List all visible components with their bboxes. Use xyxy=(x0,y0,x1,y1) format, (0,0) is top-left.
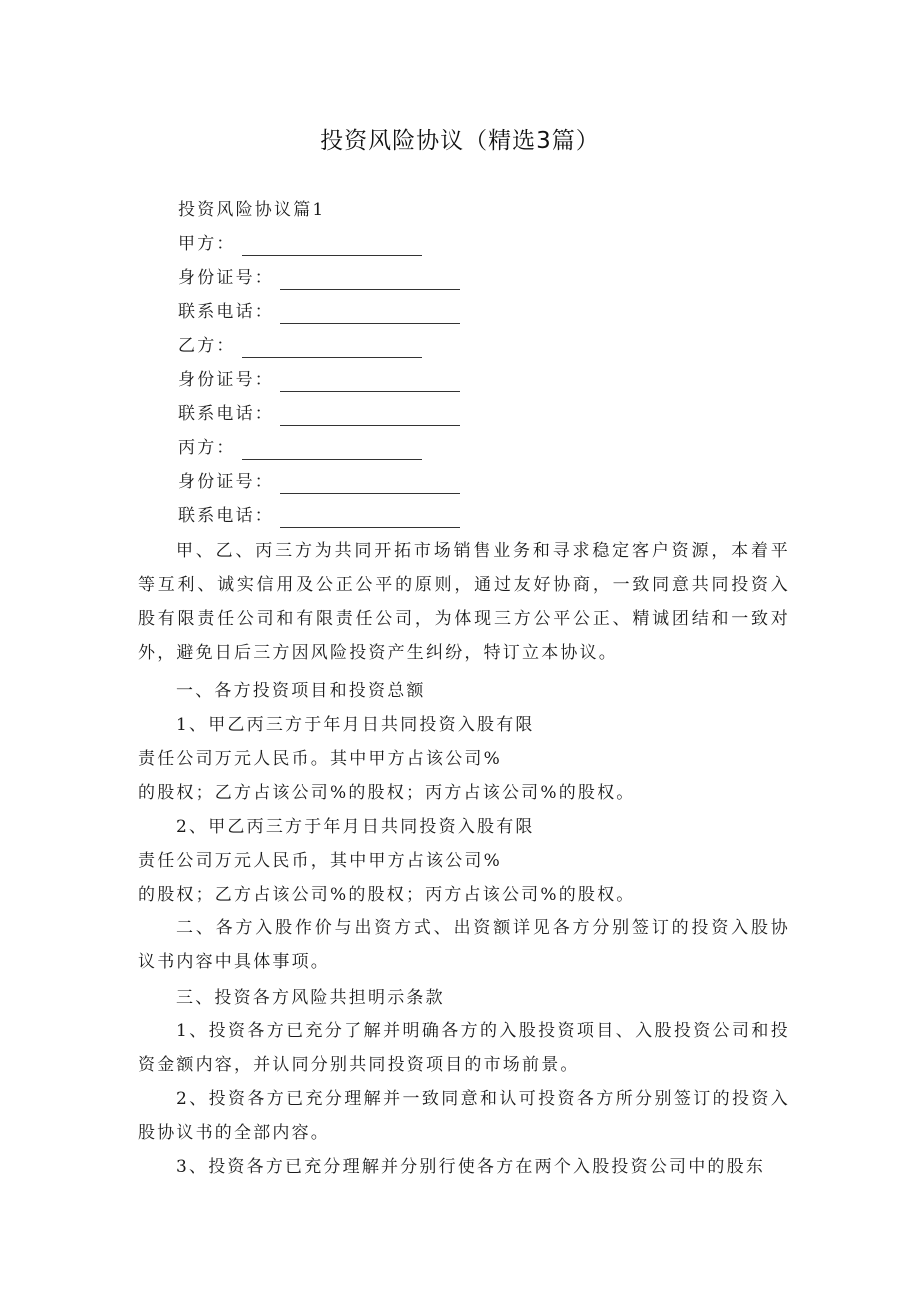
blank-line[interactable] xyxy=(280,476,460,494)
field-id-a xyxy=(178,266,460,290)
section-heading: 投资风险协议篇1 xyxy=(178,200,326,220)
blank-line[interactable] xyxy=(280,374,460,392)
field-phone-b xyxy=(178,402,460,426)
item1-line3: 的股权；乙方占该公司%的股权；丙方占该公司%的股权。 xyxy=(138,783,636,803)
field-id-c xyxy=(178,470,460,494)
section-two-paragraph: 二、各方入股作价与出资方式、出资额详见各方分别签订的投资入股协议书内容中具体事项。 xyxy=(138,918,790,972)
section-one-heading: 一、各方投资项目和投资总额 xyxy=(176,681,426,701)
item2-line2: 责任公司万元人民币，其中甲方占该公司% xyxy=(138,851,502,871)
field-label: 联系电话： xyxy=(178,302,274,322)
blank-line[interactable] xyxy=(280,306,460,324)
blank-line[interactable] xyxy=(242,238,422,256)
field-label: 甲方： xyxy=(178,234,236,254)
blank-line[interactable] xyxy=(280,272,460,290)
field-phone-a xyxy=(178,300,460,324)
blank-line[interactable] xyxy=(280,408,460,426)
blank-line[interactable] xyxy=(242,442,422,460)
blank-line[interactable] xyxy=(280,510,460,528)
item1-line2: 责任公司万元人民币。其中甲方占该公司% xyxy=(138,749,502,769)
field-label: 乙方： xyxy=(178,336,236,356)
field-label: 联系电话： xyxy=(178,506,274,526)
section-three-heading: 三、投资各方风险共担明示条款 xyxy=(176,988,445,1008)
clause-2: 2、投资各方已充分理解并一致同意和认可投资各方所分别签订的投资入股协议书的全部内容。 xyxy=(138,1089,790,1143)
blank-line[interactable] xyxy=(242,340,422,358)
field-phone-c xyxy=(178,504,460,528)
field-party-c xyxy=(178,436,422,460)
item2-line3: 的股权；乙方占该公司%的股权；丙方占该公司%的股权。 xyxy=(138,885,636,905)
field-label: 丙方： xyxy=(178,438,236,458)
field-party-b xyxy=(178,334,422,358)
item2-line1: 2、甲乙丙三方于年月日共同投资入股有限 xyxy=(176,817,535,837)
field-id-b xyxy=(178,368,460,392)
clause-1: 1、投资各方已充分了解并明确各方的入股投资项目、入股投资公司和投资金额内容，并认同分别共同投资项目的市场前景。 xyxy=(138,1021,790,1075)
document-title: 投资风险协议（精选3篇） xyxy=(320,128,600,154)
field-label: 联系电话： xyxy=(178,404,274,424)
field-label: 身份证号： xyxy=(178,268,274,288)
field-label: 身份证号： xyxy=(178,472,274,492)
field-label: 身份证号： xyxy=(178,370,274,390)
clause-3: 3、投资各方已充分理解并分别行使各方在两个入股投资公司中的股东 xyxy=(176,1157,766,1177)
intro-paragraph: 甲、乙、丙三方为共同开拓市场销售业务和寻求稳定客户资源，本着平等互利、诚实信用及公正公平的原则，通过友好协商，一致同意共同投资入股有限责任公司和有限责任公司，为体现三方公平公正、精诚团结和一致对外，避免日后三方因风险投资产生纠纷，特订立本协议。 xyxy=(138,541,790,663)
field-party-a xyxy=(178,232,422,256)
item1-line1: 1、甲乙丙三方于年月日共同投资入股有限 xyxy=(176,715,535,735)
